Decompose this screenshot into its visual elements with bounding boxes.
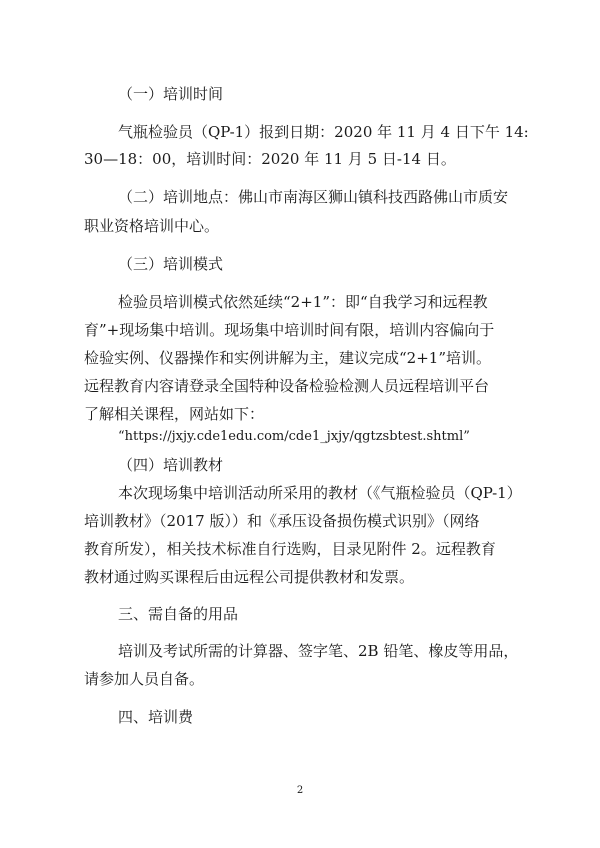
paragraph-line: 教材通过购买课程后由远程公司提供教材和发票。 [84,568,415,586]
paragraph-line: （二）培训地点：佛山市南海区狮山镇科技西路佛山市质安 [118,188,509,206]
paragraph-line: 气瓶检验员（QP-1）报到日期：2020 年 11 月 4 日下午 14: [118,123,529,141]
heading-self-supplies: 三、需自备的用品 [118,605,239,623]
heading-training-time: （一）培训时间 [118,85,224,103]
paragraph-line: 职业资格培训中心。 [84,217,220,235]
paragraph-line: 本次现场集中培训活动所采用的教材（《气瓶检验员（QP-1） [118,484,522,502]
website-url: “https://jxjy.cde1edu.com/cde1_jxjy/qgtzsbtest.shtml” [118,429,470,444]
paragraph-line: 教育所发），相关技术标准自行选购，目录见附件 2。远程教育 [84,540,496,558]
paragraph-line: 培训教材》（2017 版））和《承压设备损伤模式识别》（网络 [84,512,480,530]
heading-training-materials: （四）培训教材 [118,456,224,474]
heading-training-fee: 四、培训费 [118,708,194,726]
paragraph-line: 检验实例、仪器操作和实例讲解为主，建议完成“2+1”培训。 [84,349,491,367]
heading-training-mode: （三）培训模式 [118,255,224,273]
paragraph-line: 育”+现场集中培训。现场集中培训时间有限，培训内容偏向于 [84,321,495,339]
paragraph-line: 远程教育内容请登录全国特种设备检验检测人员远程培训平台 [84,377,490,395]
paragraph-line: 30—18：00，培训时间：2020 年 11 月 5 日-14 日。 [84,150,456,168]
paragraph-line: 培训及考试所需的计算器、签字笔、2B 铅笔、橡皮等用品， [118,642,519,660]
paragraph-line: 请参加人员自备。 [84,670,205,688]
page-number: 2 [296,785,304,796]
paragraph-line: 检验员培训模式依然延续“2+1”：即“自我学习和远程教 [118,293,488,311]
paragraph-line: 了解相关课程，网站如下： [84,405,265,423]
